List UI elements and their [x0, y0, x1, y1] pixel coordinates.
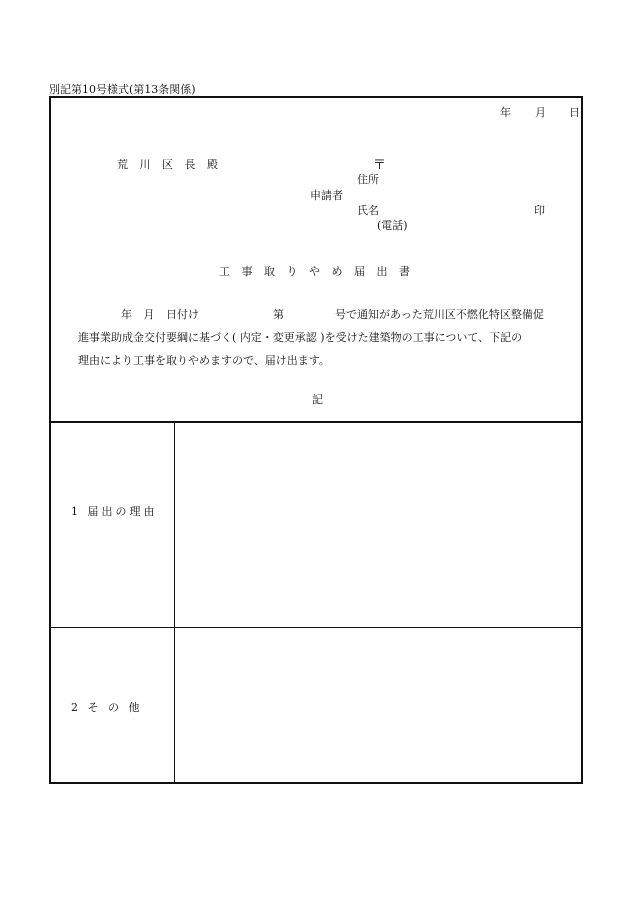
- row2-content-area[interactable]: [175, 628, 581, 782]
- form-frame: [49, 96, 583, 784]
- ki-label: 記: [312, 393, 323, 406]
- form-label: 別記第10号様式(第13条関係): [49, 83, 196, 96]
- addressee: 荒 川 区 長 殿: [117, 158, 222, 171]
- body-line2: 進事業助成金交付要綱に基づく( 内定・変更承認 )を受けた建築物の工事について、下記の: [78, 331, 523, 344]
- body-line3: 理由により工事を取りやめますので、届け出ます。: [78, 354, 330, 367]
- row2-label: 2 そ の 他: [71, 701, 143, 714]
- date-year: 年: [500, 106, 511, 119]
- postal-mark: 〒: [373, 158, 387, 173]
- body-line1-no: 第: [273, 308, 284, 321]
- body-line1-date: 年 月 日付け: [121, 308, 199, 321]
- phone-label: (電話): [377, 219, 408, 232]
- name-label: 氏名: [357, 204, 379, 217]
- address-label: 住所: [357, 173, 379, 186]
- body-line1-rest: 号で通知があった荒川区不燃化特区整備促: [335, 308, 544, 321]
- date-day: 日: [569, 106, 580, 119]
- document-title: 工 事 取 り や め 届 出 書: [219, 265, 414, 278]
- seal-label: 印: [534, 204, 545, 217]
- row1-content-area[interactable]: [175, 423, 581, 627]
- row1-label: 1 届出の理由: [71, 505, 158, 518]
- applicant-label: 申請者: [310, 189, 343, 202]
- date-month: 月: [535, 106, 546, 119]
